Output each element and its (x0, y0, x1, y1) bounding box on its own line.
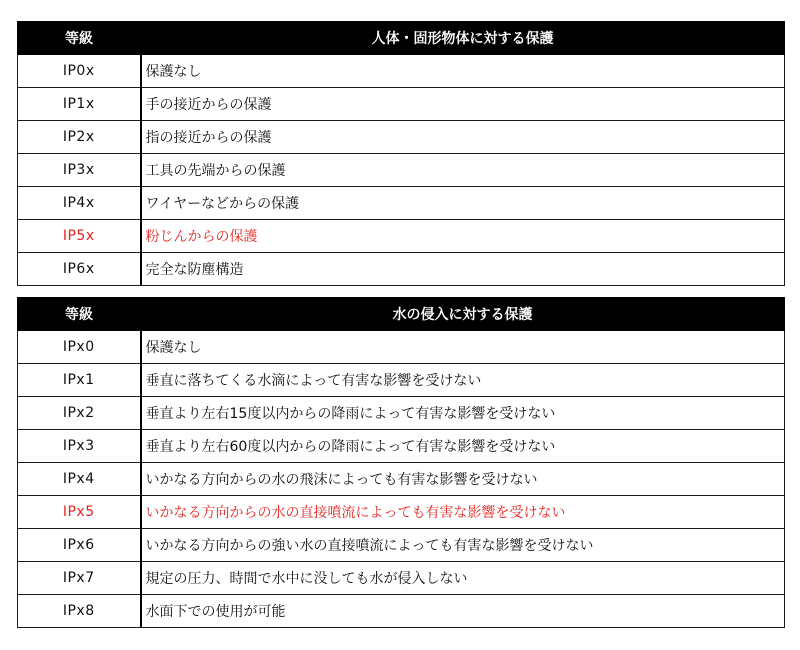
protection-description-cell: 工具の先端からの保護 (141, 154, 785, 187)
ip-grade-cell: IP4x (18, 187, 141, 220)
table-header-row (18, 298, 785, 331)
ip-grade-cell: IPx3 (18, 430, 141, 463)
protection-description-cell: 粉じんからの保護 (141, 220, 785, 253)
table-row (18, 55, 785, 88)
ip-grade-cell: IP5x (18, 220, 141, 253)
protection-description-cell: 手の接近からの保護 (141, 88, 785, 121)
ip-grade-cell: IPx0 (18, 331, 141, 364)
table-row (18, 121, 785, 154)
table-row (18, 496, 785, 529)
ip-grade-cell: IP6x (18, 253, 141, 286)
water-protection-table (17, 297, 785, 628)
ip-grade-cell: IP2x (18, 121, 141, 154)
table-row (18, 463, 785, 496)
ip-grade-cell: IPx1 (18, 364, 141, 397)
solid-protection-column-header: 人体・固形物体に対する保護 (141, 22, 785, 55)
table-row (18, 88, 785, 121)
protection-description-cell: 垂直より左右60度以内からの降雨によって有害な影響を受けない (141, 430, 785, 463)
protection-description-cell: 規定の圧力、時間で水中に没しても水が侵入しない (141, 562, 785, 595)
ip-grade-cell: IPx5 (18, 496, 141, 529)
table-row (18, 154, 785, 187)
protection-description-cell: 水面下での使用が可能 (141, 595, 785, 628)
ip-grade-cell: IPx8 (18, 595, 141, 628)
table-row (18, 253, 785, 286)
grade-column-header: 等級 (18, 298, 141, 331)
protection-description-cell: いかなる方向からの強い水の直接噴流によっても有害な影響を受けない (141, 529, 785, 562)
ip-grade-cell: IP3x (18, 154, 141, 187)
protection-description-cell: 保護なし (141, 55, 785, 88)
ip-grade-cell: IPx7 (18, 562, 141, 595)
protection-description-cell: 垂直に落ちてくる水滴によって有害な影響を受けない (141, 364, 785, 397)
table-row (18, 529, 785, 562)
solid-protection-rows (18, 55, 785, 286)
table-row (18, 187, 785, 220)
table-row (18, 562, 785, 595)
ip-grade-cell: IP1x (18, 88, 141, 121)
ip-grade-cell: IPx2 (18, 397, 141, 430)
ip-grade-cell: IPx4 (18, 463, 141, 496)
ip-grade-cell: IPx6 (18, 529, 141, 562)
ip-grade-cell: IP0x (18, 55, 141, 88)
water-protection-rows (18, 331, 785, 628)
table-row (18, 331, 785, 364)
table-row (18, 220, 785, 253)
solid-protection-table (17, 21, 785, 286)
protection-description-cell: 指の接近からの保護 (141, 121, 785, 154)
grade-column-header: 等級 (18, 22, 141, 55)
protection-description-cell: 完全な防塵構造 (141, 253, 785, 286)
table-row (18, 397, 785, 430)
protection-description-cell: いかなる方向からの水の飛沫によっても有害な影響を受けない (141, 463, 785, 496)
table-row (18, 364, 785, 397)
table-header-row (18, 22, 785, 55)
water-protection-column-header: 水の侵入に対する保護 (141, 298, 785, 331)
table-row (18, 430, 785, 463)
table-row (18, 595, 785, 628)
protection-description-cell: 保護なし (141, 331, 785, 364)
protection-description-cell: いかなる方向からの水の直接噴流によっても有害な影響を受けない (141, 496, 785, 529)
protection-description-cell: ワイヤーなどからの保護 (141, 187, 785, 220)
protection-description-cell: 垂直より左右15度以内からの降雨によって有害な影響を受けない (141, 397, 785, 430)
